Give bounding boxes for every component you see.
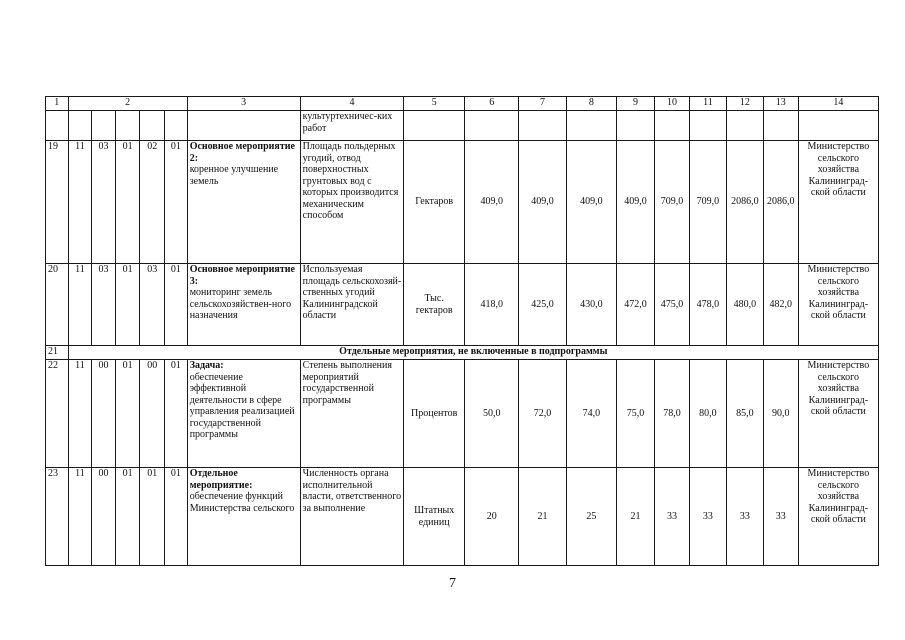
value-cell: 75,0 [616,360,654,468]
header-cell: 2 [68,97,187,111]
executor-cell: Министерство сельского хозяйства Калининград-ской области [798,360,878,468]
value-cell: 475,0 [654,264,689,346]
value-cell: 430,0 [566,264,616,346]
program-indicators-table [45,96,879,566]
value-cell: 2086,0 [763,141,798,264]
code-cell: 01 [165,141,188,264]
value-cell: 418,0 [464,264,518,346]
value-cell: 33 [689,468,726,566]
measure-title: Основное мероприятие 3: [189,264,295,287]
code-cell: 01 [165,264,188,346]
continuation-row [46,111,879,141]
header-cell: 10 [654,97,689,111]
code-cell: 11 [68,264,92,346]
value-cell: 2086,0 [726,141,763,264]
header-row [46,97,879,111]
code-cell: 01 [140,468,165,566]
row-number: 23 [46,468,69,566]
value-cell: 85,0 [726,360,763,468]
code-cell: 00 [92,468,116,566]
indicator-cell: Используемая площадь сельскохозяй-ственных угодий Калининградской области [300,264,404,346]
unit-cell: Тыс. гектаров [404,264,465,346]
table-row [46,141,879,264]
value-cell: 478,0 [689,264,726,346]
code-cell: 11 [68,468,92,566]
code-cell: 01 [115,264,140,346]
section-title: Отдельные мероприятия, не включенные в подпрограммы [68,346,878,360]
measure-cell [187,141,300,264]
value-cell: 80,0 [689,360,726,468]
table-row [46,360,879,468]
measure-cell [187,264,300,346]
measure-title: Основное мероприятие 2: [189,141,295,164]
header-cell: 1 [46,97,69,111]
value-cell: 72,0 [519,360,566,468]
code-cell: 02 [140,141,165,264]
value-cell: 78,0 [654,360,689,468]
header-cell: 11 [689,97,726,111]
value-cell: 709,0 [689,141,726,264]
section-row [46,346,879,360]
code-cell: 01 [165,360,188,468]
value-cell: 21 [616,468,654,566]
value-cell: 25 [566,468,616,566]
header-cell: 9 [616,97,654,111]
value-cell: 409,0 [616,141,654,264]
measure-text: обеспечение функций Министерства сельского [189,491,295,514]
executor-cell: Министерство сельского хозяйства Калининград-ской области [798,468,878,566]
value-cell: 409,0 [464,141,518,264]
code-cell: 03 [92,141,116,264]
row-number: 19 [46,141,69,264]
value-cell: 480,0 [726,264,763,346]
measure-cell [187,468,300,566]
unit-cell: Процентов [404,360,465,468]
code-cell: 01 [115,468,140,566]
unit-cell: Гектаров [404,141,465,264]
code-cell: 03 [140,264,165,346]
value-cell: 33 [763,468,798,566]
measure-text: коренное улучшение земель [189,164,279,187]
unit-cell: Штатных единиц [404,468,465,566]
code-cell: 00 [92,360,116,468]
value-cell: 90,0 [763,360,798,468]
code-cell: 03 [92,264,116,346]
header-cell: 3 [187,97,300,111]
indicator-cell: культуртехничес-ких работ [300,111,404,141]
measure-text: обеспечение эффективной деятельности в сфере управления реализацией государственной программы [189,371,295,440]
indicator-cell: Степень выполнения мероприятий государственной программы [300,360,404,468]
value-cell: 425,0 [519,264,566,346]
code-cell: 11 [68,360,92,468]
code-cell: 01 [115,141,140,264]
header-cell: 14 [798,97,878,111]
measure-title: Задача: [189,360,224,371]
value-cell: 50,0 [464,360,518,468]
row-number: 20 [46,264,69,346]
row-number: 22 [46,360,69,468]
code-cell: 00 [140,360,165,468]
header-cell: 7 [519,97,566,111]
executor-cell: Министерство сельского хозяйства Калининград-ской области [798,141,878,264]
header-cell: 8 [566,97,616,111]
executor-cell: Министерство сельского хозяйства Калининград-ской области [798,264,878,346]
code-cell: 01 [165,468,188,566]
indicator-cell: Численность органа исполнительной власти, ответственного за выполнение [300,468,404,566]
value-cell: 20 [464,468,518,566]
row-number: 21 [46,346,69,360]
code-cell: 01 [115,360,140,468]
header-cell: 5 [404,97,465,111]
value-cell: 409,0 [566,141,616,264]
header-cell: 13 [763,97,798,111]
value-cell: 709,0 [654,141,689,264]
header-cell: 12 [726,97,763,111]
value-cell: 21 [519,468,566,566]
measure-cell [187,360,300,468]
value-cell: 74,0 [566,360,616,468]
value-cell: 33 [654,468,689,566]
value-cell: 409,0 [519,141,566,264]
header-cell: 4 [300,97,404,111]
table-row [46,264,879,346]
value-cell: 472,0 [616,264,654,346]
page-number: 7 [449,576,456,591]
code-cell: 11 [68,141,92,264]
value-cell: 482,0 [763,264,798,346]
measure-text: мониторинг земель сельскохозяйствен-ного назначения [189,287,292,321]
header-cell: 6 [464,97,518,111]
value-cell: 33 [726,468,763,566]
table-row [46,468,879,566]
indicator-cell: Площадь польдерных угодий, отвод поверхностных грунтовых вод с которых производится механическим способом [300,141,404,264]
measure-title: Отдельное мероприятие: [189,468,253,491]
